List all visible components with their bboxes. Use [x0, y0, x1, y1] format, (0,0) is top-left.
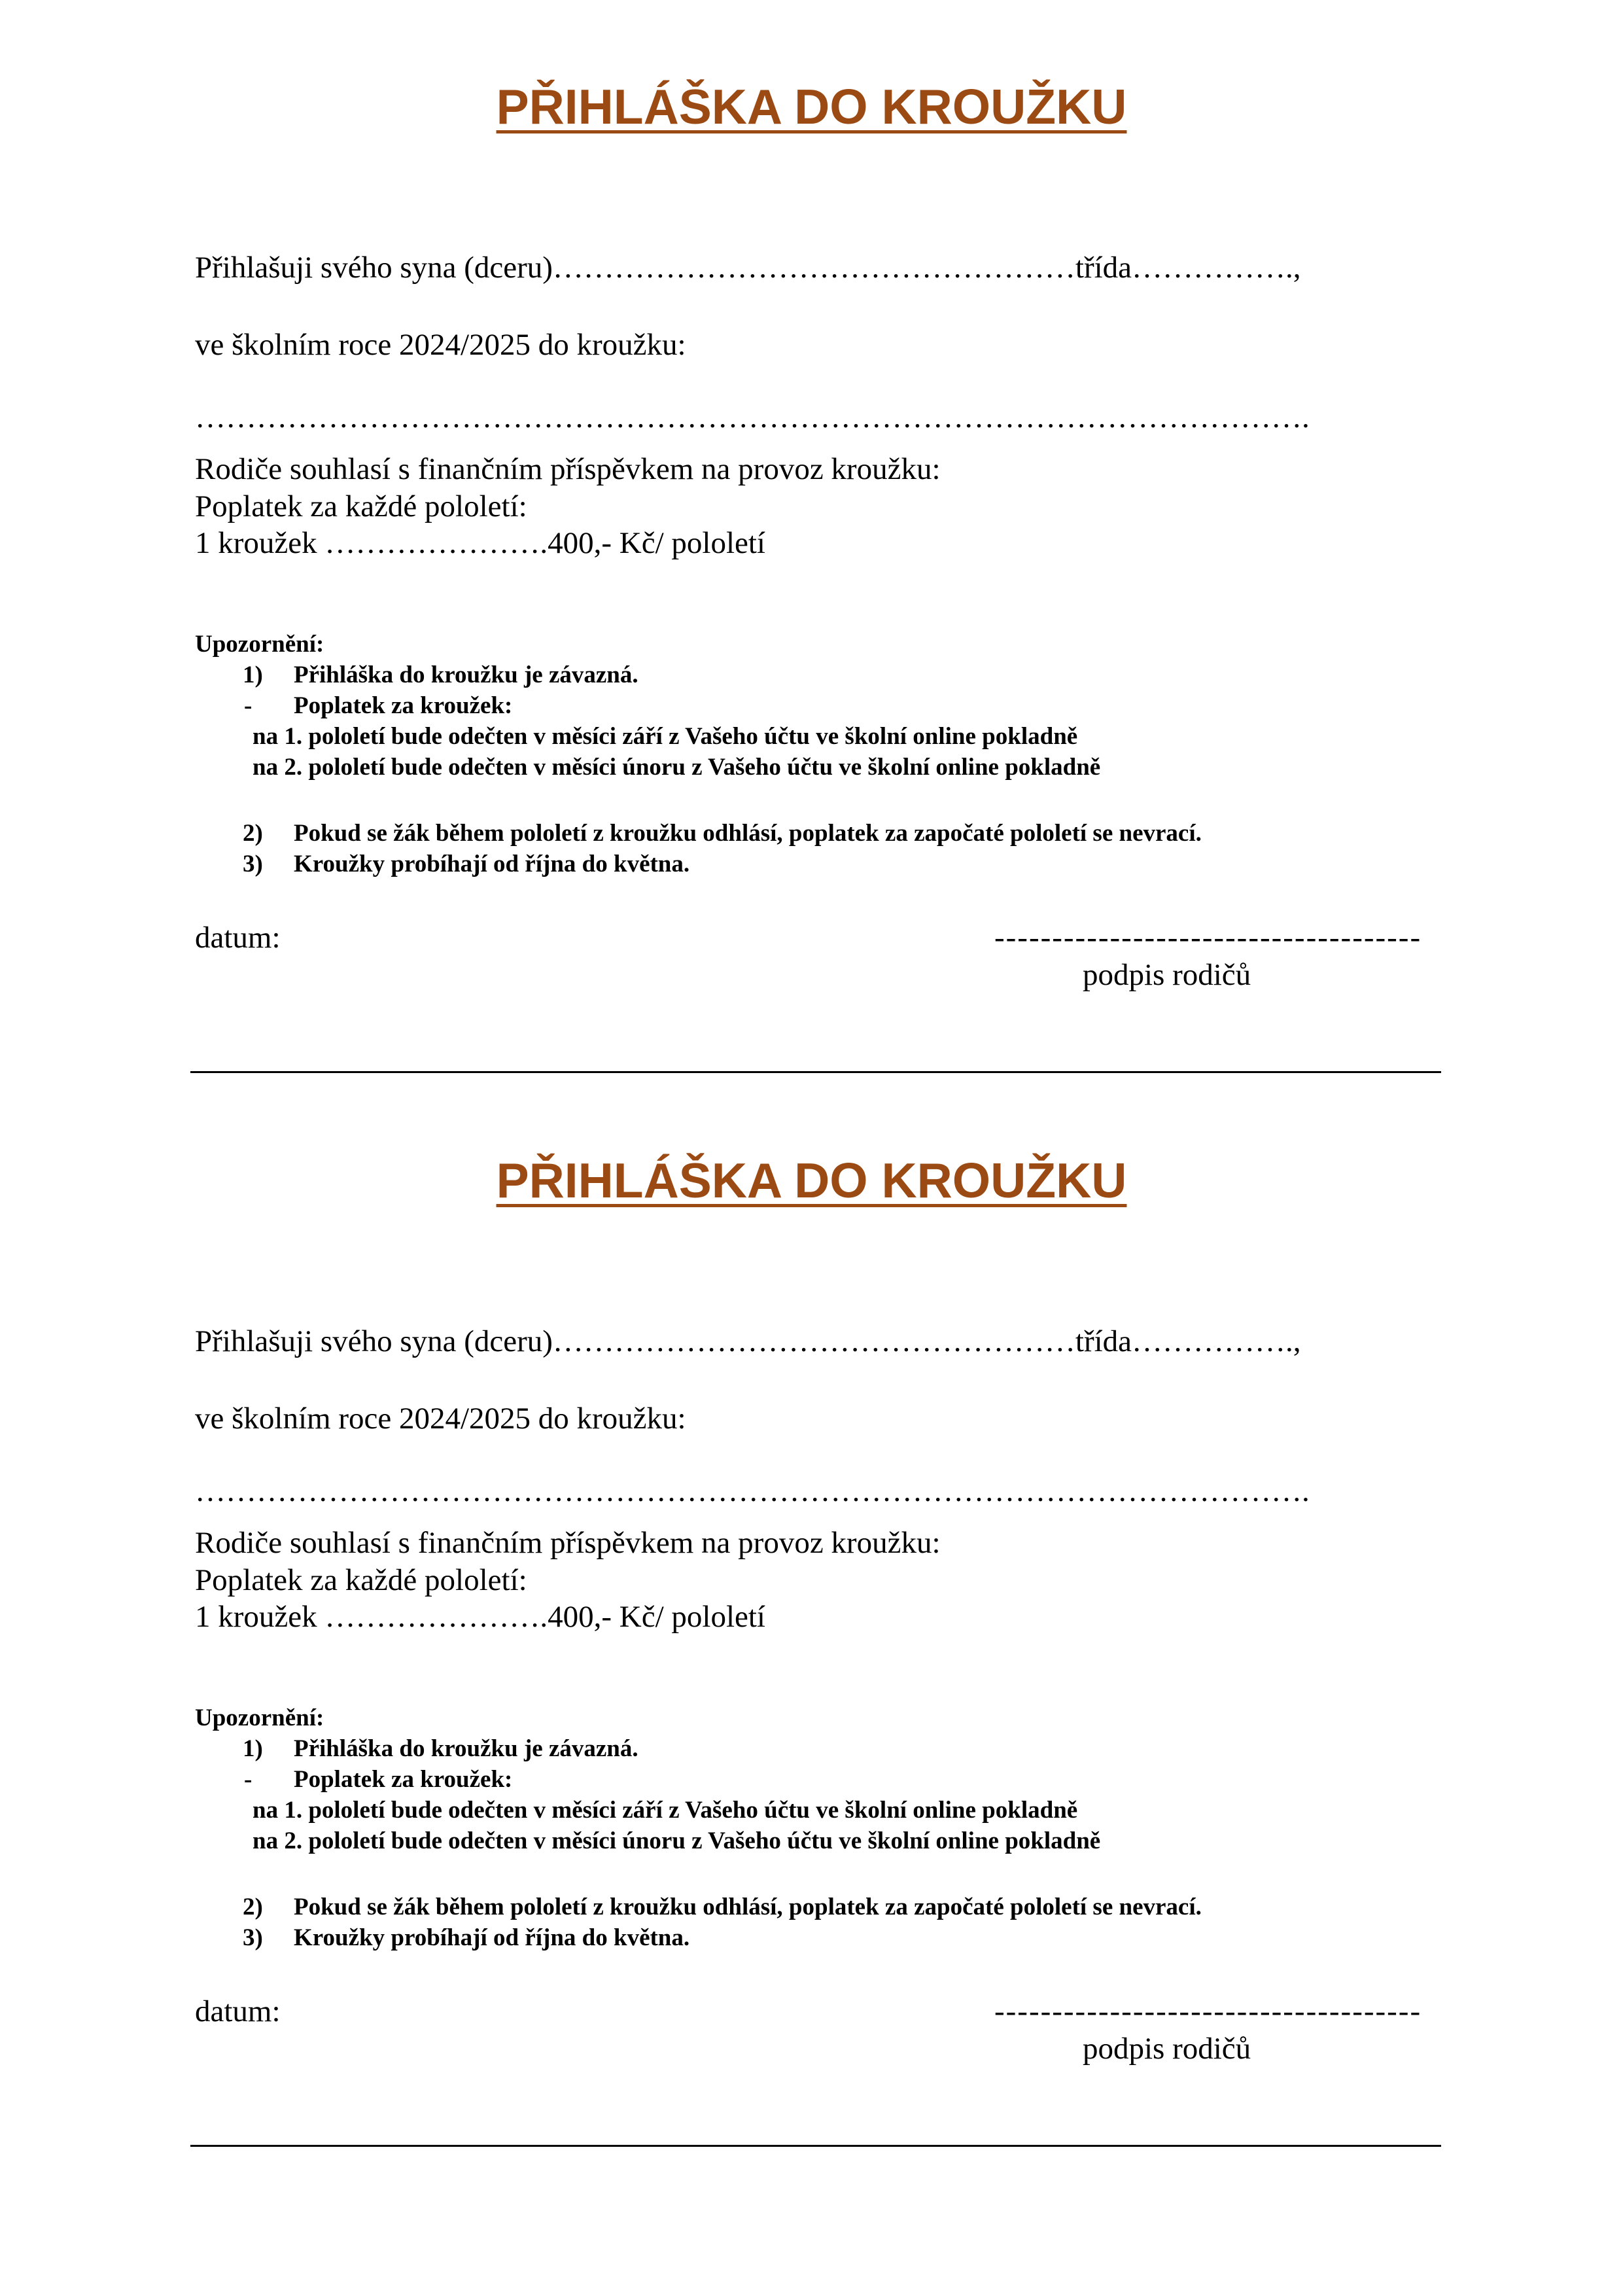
application-form-1 — [0, 0, 1623, 1073]
warning-item-1-number: 1) — [243, 662, 263, 688]
date-label: datum: — [195, 1994, 281, 2028]
warning-item-1: Přihláška do kroužku je závazná. — [294, 1735, 638, 1762]
fee-heading: Poplatek za každé pololetí: — [195, 1563, 527, 1597]
semester-2-note: na 2. pololetí bude odečten v měsíci únoru z Vašeho účtu ve školní online pokladně — [253, 754, 1101, 781]
form-title: PŘIHLÁŠKA DO KROUŽKU — [496, 1153, 1127, 1208]
enroll-line: Přihlašuji svého syna (dceru)……………………………………………třída……………., — [195, 1324, 1301, 1358]
enroll-line: Přihlašuji svého syna (dceru)……………………………………………třída……………., — [195, 251, 1301, 285]
fee-line: 1 kroužek ………………….400,- Kč/ pololetí — [195, 526, 765, 560]
warning-item-1-number: 1) — [243, 1735, 263, 1762]
warning-item-3-number: 3) — [243, 1924, 263, 1951]
fee-label: Poplatek za kroužek: — [294, 692, 513, 719]
warning-heading: Upozornění: — [195, 1704, 324, 1731]
signature-line: ------------------------------------- — [994, 921, 1422, 955]
warning-dash: - — [244, 692, 253, 719]
warning-item-3: Kroužky probíhají od října do května. — [294, 851, 690, 877]
semester-2-note: na 2. pololetí bude odečten v měsíci únoru z Vašeho účtu ve školní online pokladně — [253, 1828, 1101, 1854]
warning-item-2-number: 2) — [243, 1894, 263, 1920]
form-title: PŘIHLÁŠKA DO KROUŽKU — [496, 79, 1127, 134]
warning-item-2-number: 2) — [243, 820, 263, 847]
fee-heading: Poplatek za každé pololetí: — [195, 489, 527, 523]
signature-line: ------------------------------------- — [994, 1994, 1422, 2028]
club-name-blank: ………………………………………………………………………………………………. — [195, 400, 1310, 434]
warning-item-2: Pokud se žák během pololetí z kroužku odhlásí, poplatek za započaté pololetí se nevrací. — [294, 820, 1202, 847]
warning-item-2: Pokud se žák během pololetí z kroužku odhlásí, poplatek za započaté pololetí se nevrací. — [294, 1894, 1202, 1920]
cut-divider — [190, 2145, 1441, 2147]
school-year-line: ve školním roce 2024/2025 do kroužku: — [195, 328, 686, 362]
warning-item-3: Kroužky probíhají od října do května. — [294, 1924, 690, 1951]
signature-label: podpis rodičů — [1083, 958, 1251, 992]
date-label: datum: — [195, 921, 281, 955]
warning-heading: Upozornění: — [195, 631, 324, 658]
fee-label: Poplatek za kroužek: — [294, 1766, 513, 1793]
warning-item-3-number: 3) — [243, 851, 263, 877]
fee-line: 1 kroužek ………………….400,- Kč/ pololetí — [195, 1600, 765, 1634]
application-form-2 — [0, 1074, 1623, 2147]
club-name-blank: ………………………………………………………………………………………………. — [195, 1474, 1310, 1508]
cut-divider — [190, 1071, 1441, 1073]
consent-line: Rodiče souhlasí s finančním příspěvkem na provoz kroužku: — [195, 1526, 941, 1560]
signature-label: podpis rodičů — [1083, 2032, 1251, 2066]
semester-1-note: na 1. pololetí bude odečten v měsíci září z Vašeho účtu ve školní online pokladně — [253, 1797, 1078, 1824]
consent-line: Rodiče souhlasí s finančním příspěvkem na provoz kroužku: — [195, 452, 941, 486]
school-year-line: ve školním roce 2024/2025 do kroužku: — [195, 1402, 686, 1436]
warning-dash: - — [244, 1766, 253, 1793]
semester-1-note: na 1. pololetí bude odečten v měsíci září z Vašeho účtu ve školní online pokladně — [253, 723, 1078, 750]
warning-item-1: Přihláška do kroužku je závazná. — [294, 662, 638, 688]
